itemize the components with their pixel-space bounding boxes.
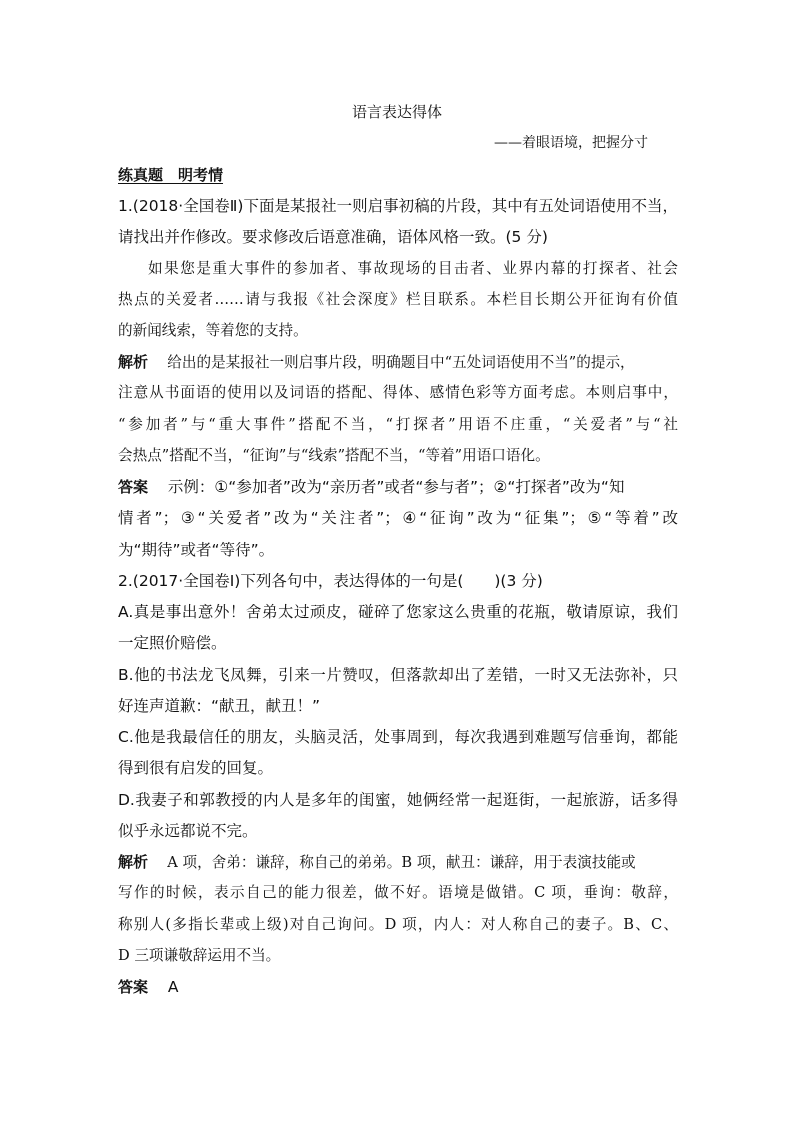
q1-analysis-line: 给出的是某报社一则启事片段，明确题目中“五处词语使用不当”的提示， bbox=[167, 354, 635, 371]
q2-option-a: A.真是事出意外！舍弟太过顽皮，碰碎了您家这么贵重的花瓶，敬请原谅，我们 bbox=[118, 603, 678, 621]
q2-option-a-cont: 一定照价赔偿。 bbox=[118, 634, 227, 652]
q1-answer-line: 情者”；③“关爱者”改为“关注者”；④“征询”改为“征集”；⑤“等着”改 bbox=[118, 509, 678, 527]
q1-analysis-line: “参加者”与“重大事件”搭配不当，“打探者”用语不庄重，“关爱者”与“社 bbox=[118, 416, 678, 433]
q2-analysis-line: A 项，舍弟：谦辞，称自己的弟弟。B 项，献丑：谦辞，用于表演技能或 bbox=[167, 854, 636, 871]
q1-passage-line: 的新闻线索，等着您的支持。 bbox=[118, 322, 308, 339]
analysis-label: 解析 bbox=[118, 353, 149, 371]
q2-option-d-cont: 似乎永远都说不完。 bbox=[118, 822, 258, 840]
q2-stem: 2.(2017·全国卷Ⅰ)下列各句中，表达得体的一句是( )(3 分) bbox=[118, 572, 543, 590]
q1-analysis-row bbox=[118, 351, 678, 374]
q2-option-b-cont: 好连声道歉：“献丑，献丑！” bbox=[118, 697, 321, 715]
q2-option-b: B.他的书法龙飞凤舞，引来一片赞叹，但落款却出了差错，一时又无法弥补，只 bbox=[118, 666, 678, 684]
q2-option-c: C.他是我最信任的朋友，头脑灵活，处事周到，每次我遇到难题写信垂询，都能 bbox=[118, 728, 678, 746]
q2-analysis-line: D 三项谦敬辞运用不当。 bbox=[118, 947, 281, 964]
page-title: 语言表达得体 bbox=[351, 103, 442, 121]
q1-answer-row bbox=[118, 476, 678, 498]
q2-answer-value: A bbox=[167, 978, 179, 996]
answer-label: 答案 bbox=[118, 978, 149, 996]
q1-stem-line: 1.(2018·全国卷Ⅱ)下面是某报社一则启事初稿的片段，其中有五处词语使用不当， bbox=[118, 197, 678, 215]
q2-option-d: D.我妻子和郭教授的内人是多年的闺蜜，她俩经常一起逛街，一起旅游，话多得 bbox=[118, 791, 678, 809]
q2-option-c-cont: 得到很有启发的回复。 bbox=[118, 759, 274, 777]
q1-passage-line: 热点的关爱者……请与我报《社会深度》栏目联系。本栏目长期公开征询有价值 bbox=[118, 291, 678, 308]
q1-analysis-line: 会热点”搭配不当，“征询”与“线索”搭配不当，“等着”用语口语化。 bbox=[118, 447, 550, 464]
answer-label: 答案 bbox=[118, 478, 149, 496]
q1-analysis-line: 注意从书面语的使用以及词语的搭配、得体、感情色彩等方面考虑。本则启事中， bbox=[118, 384, 678, 401]
q2-analysis-line: 写作的时候，表示自己的能力很差，做不好。语境是做错。C 项，垂询：敬辞， bbox=[118, 884, 678, 901]
q1-stem-line: 请找出并作修改。要求修改后语意准确，语体风格一致。(5 分) bbox=[118, 228, 548, 246]
q1-answer-line: 为“期待”或者“等待”。 bbox=[118, 541, 275, 559]
q1-passage-line: 如果您是重大事件的参加者、事故现场的目击者、业界内幕的打探者、社会 bbox=[148, 260, 678, 277]
q1-answer-line: 示例：①“参加者”改为“亲历者”或者“参与者”；②“打探者”改为“知 bbox=[167, 478, 625, 496]
q2-answer-row bbox=[118, 976, 678, 998]
q2-analysis-line: 称别人(多指长辈或上级)对自己询问。D 项，内人：对人称自己的妻子。B、C、 bbox=[118, 916, 678, 933]
section-heading: 练真题 明考情 bbox=[118, 166, 224, 184]
q2-analysis-row bbox=[118, 851, 678, 874]
analysis-label: 解析 bbox=[118, 853, 149, 871]
page-subtitle: ——着眼语境，把握分寸 bbox=[494, 135, 648, 151]
